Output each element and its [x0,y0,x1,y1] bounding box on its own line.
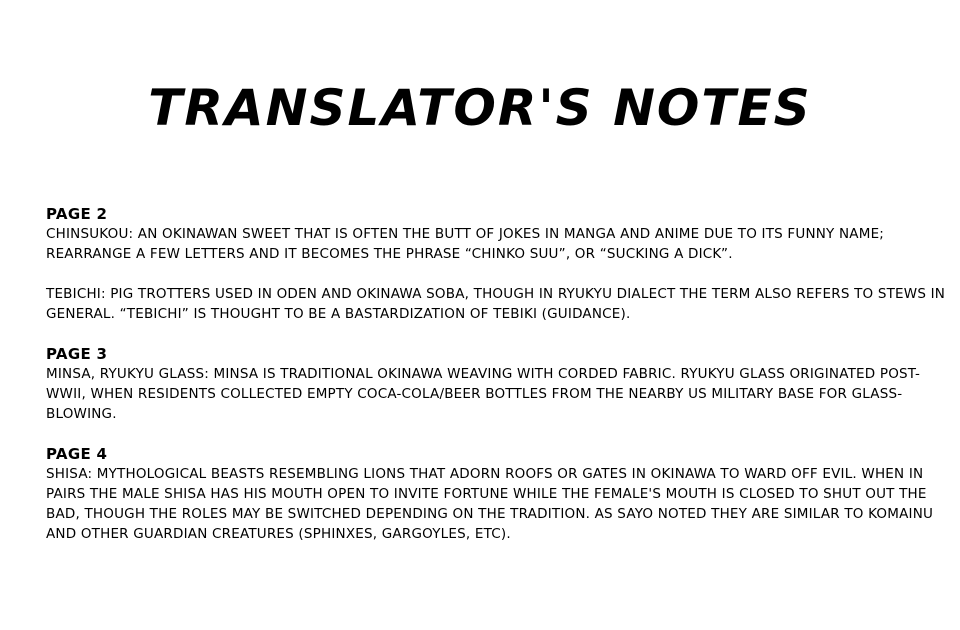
notes-section-page-4 [46,444,946,544]
page-label: PAGE 4 [46,445,108,463]
page-label: PAGE 3 [46,345,108,363]
page-label: PAGE 2 [46,205,108,223]
note-entry-chinsukou: CHINSUKOU: AN OKINAWAN SWEET THAT IS OFTEN THE BUTT OF JOKES IN MANGA AND ANIME DUE TO ITS FUNNY NAME; REARRANGE A FEW LETTERS AND IT BECOMES THE PHRASE “CHINKO SUU”, OR “SUCKING A DICK”. [46,226,885,262]
note-entry-tebichi: TEBICHI: PIG TROTTERS USED IN ODEN AND OKINAWA SOBA, THOUGH IN RYUKYU DIALECT THE TERM ALSO REFERS TO STEWS IN GENERAL. “TEBICHI” IS THOUGHT TO BE A BASTARDIZATION OF TEBIKI (GUIDANCE). [46,286,946,322]
page-title: TRANSLATOR'S NOTES [148,79,812,137]
notes-section-page-3 [46,344,946,424]
note-entry-shisa: SHISA: MYTHOLOGICAL BEASTS RESEMBLING LIONS THAT ADORN ROOFS OR GATES IN OKINAWA TO WARD OFF EVIL. WHEN IN PAIRS THE MALE SHISA HAS HIS MOUTH OPEN TO INVITE FORTUNE WHILE THE FEMALE'S MOUTH IS CLOSED TO SHUT OUT THE BAD, THOUGH THE ROLES MAY BE SWITCHED DEPENDING ON THE TRADITION. AS SAYO NOTED THEY ARE SIMILAR TO KOMAINU AND OTHER GUARDIAN CREATURES (SPHINXES, GARGOYLES, ETC). [46,466,934,542]
notes-section-page-2 [46,204,946,324]
note-entry-minsa-ryukyu-glass: MINSA, RYUKYU GLASS: MINSA IS TRADITIONAL OKINAWA WEAVING WITH CORDED FABRIC. RYUKYU GLASS ORIGINATED POST-WWII, WHEN RESIDENTS COLLECTED EMPTY COCA-COLA/BEER BOTTLES FROM THE NEARBY US MILITARY BASE FOR GLASS-BLOWING. [46,366,921,422]
notes-body [46,204,946,544]
